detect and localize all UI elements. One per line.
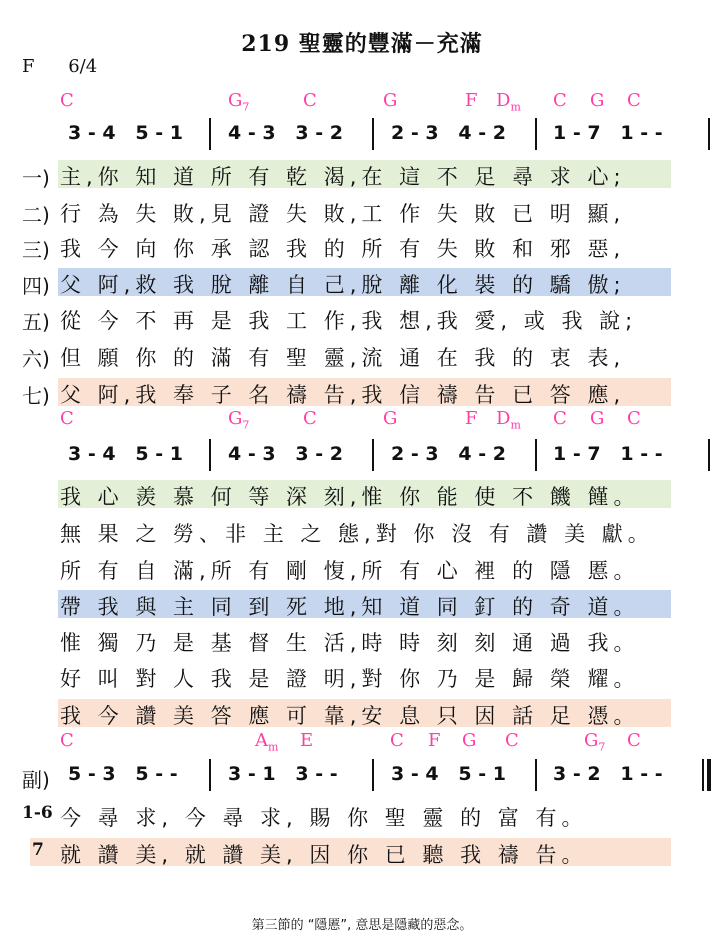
lyric-line: 我 今 向 你 承 認 我 的 所 有 失 敗 和 邪 惡, (60, 237, 626, 261)
chord-g7: $G_7$ (228, 408, 250, 432)
chord: G (383, 90, 398, 111)
time-signature: 6/4 (68, 56, 98, 77)
chord: C (303, 90, 317, 111)
lyric-line: 我 今 讚 美 答 應 可 靠,安 息 只 因 話 足 憑。 (60, 704, 640, 728)
measure: 3 - 4 5 - 1 (68, 122, 183, 144)
chord: C (390, 730, 404, 751)
verse-label: 四) (22, 274, 50, 298)
barline (708, 118, 710, 150)
lyric-line: 無 果 之 勞、非 主 之 態,對 你 沒 有 讚 美 獻。 (60, 522, 654, 546)
measure: 1 - 7 1 - - (553, 122, 663, 144)
chord: C (627, 730, 641, 751)
barline (372, 759, 374, 791)
barline (209, 118, 211, 150)
chord-dm: $D_m$ (496, 90, 521, 114)
chord: C (60, 408, 74, 429)
lyric-line: 好 叫 對 人 我 是 證 明,對 你 乃 是 歸 榮 耀。 (60, 667, 640, 691)
barline (372, 118, 374, 150)
chord: C (60, 90, 74, 111)
chord: C (60, 730, 74, 751)
chord-dm: $D_m$ (496, 408, 521, 432)
barline (372, 439, 374, 471)
chord: C (553, 408, 567, 429)
lyric-line: 父 阿,救 我 脫 離 自 己,脫 離 化 裝 的 驕 傲; (60, 273, 626, 297)
measure: 4 - 3 3 - 2 (228, 122, 343, 144)
chord: F (465, 408, 478, 429)
chord: F (465, 90, 478, 111)
lyric-line: 惟 獨 乃 是 基 督 生 活,時 時 刻 刻 通 過 我。 (60, 631, 640, 655)
chord: C (303, 408, 317, 429)
key-label: F (22, 56, 35, 77)
chord: F (428, 730, 441, 751)
hymn-title: 219 聖靈的豐滿－充滿 (241, 31, 483, 57)
barline (702, 759, 704, 791)
chord: G (383, 408, 398, 429)
lyric-line: 父 阿,我 奉 子 名 禱 告,我 信 禱 告 已 答 應, (60, 383, 626, 407)
verse-label: 三) (22, 238, 50, 262)
barline (708, 439, 710, 471)
chord: C (505, 730, 519, 751)
barline (535, 118, 537, 150)
chorus-verse-label: 1-6 (22, 803, 53, 823)
lyric-line: 所 有 自 滿,所 有 剛 愎,所 有 心 裡 的 隱 慝。 (60, 559, 640, 583)
measure: 3 - 2 1 - - (553, 763, 663, 785)
barline (535, 439, 537, 471)
measure: 3 - 4 5 - 1 (68, 443, 183, 465)
chord-g7: $G_7$ (228, 90, 250, 114)
chord: C (627, 408, 641, 429)
measure: 3 - 4 5 - 1 (391, 763, 506, 785)
lyric-line: 但 願 你 的 滿 有 聖 靈,流 通 在 我 的 衷 表, (60, 346, 626, 370)
chord: G (462, 730, 477, 751)
verse-label: 七) (22, 384, 50, 408)
lyric-line: 我 心 羨 慕 何 等 深 刻,惟 你 能 使 不 饑 饉。 (60, 485, 640, 509)
chord: G (590, 90, 605, 111)
verse-label: 五) (22, 310, 50, 334)
footnote: 第三節的 “隱慝”, 意思是隱藏的惡念。 (251, 918, 473, 933)
chord: E (300, 730, 314, 751)
verse-label: 一) (22, 166, 50, 190)
lyric-line: 從 今 不 再 是 我 工 作,我 想,我 愛, 或 我 說; (60, 309, 638, 333)
barline (535, 759, 537, 791)
verse-label: 六) (22, 347, 50, 371)
lyric-line: 就 讚 美, 就 讚 美, 因 你 已 聽 我 禱 告。 (60, 843, 588, 867)
chord-g7: $G_7$ (584, 730, 606, 754)
lyric-line: 帶 我 與 主 同 到 死 地,知 道 同 釘 的 奇 道。 (60, 595, 640, 619)
chord: C (627, 90, 641, 111)
measure: 3 - 1 3 - - (228, 763, 338, 785)
chord: C (553, 90, 567, 111)
verse-label: 二) (22, 203, 50, 227)
measure: 2 - 3 4 - 2 (391, 122, 506, 144)
lyric-line: 主,你 知 道 所 有 乾 渴,在 這 不 足 尋 求 心; (60, 165, 626, 189)
key-signature (22, 56, 125, 77)
measure: 5 - 3 5 - - (68, 763, 178, 785)
barline (209, 759, 211, 791)
final-barline (707, 759, 711, 791)
barline (209, 439, 211, 471)
measure: 1 - 7 1 - - (553, 443, 663, 465)
chorus-verse-label: 7 (32, 840, 44, 860)
lyric-line: 行 為 失 敗,見 證 失 敗,工 作 失 敗 已 明 顯, (60, 202, 626, 226)
chord-am: $A_m$ (255, 730, 279, 754)
measure: 2 - 3 4 - 2 (391, 443, 506, 465)
chord: G (590, 408, 605, 429)
chorus-label: 副) (22, 768, 50, 792)
measure: 4 - 3 3 - 2 (228, 443, 343, 465)
lyric-line: 今 尋 求, 今 尋 求, 賜 你 聖 靈 的 富 有。 (60, 806, 588, 830)
